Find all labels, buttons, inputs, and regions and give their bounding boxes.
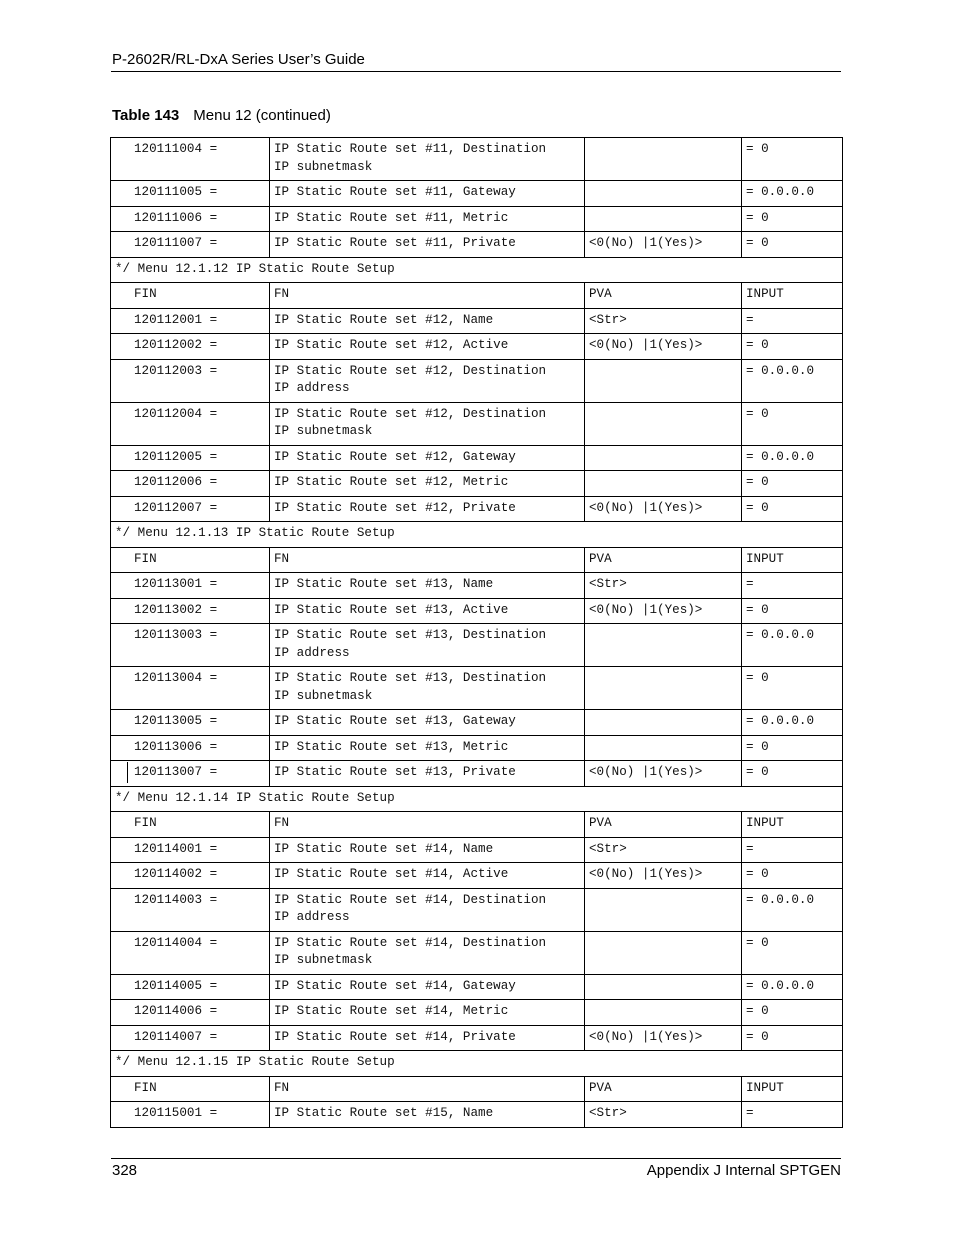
- cell-input: = 0: [742, 667, 843, 710]
- cell-fin: [111, 667, 270, 710]
- menu-table-body: [111, 138, 843, 1128]
- table-row: [111, 402, 843, 445]
- cell-input: = 0: [742, 931, 843, 974]
- cell-pva: <Str>: [585, 308, 742, 334]
- fn-line: IP Static Route set #11, Gateway: [274, 185, 516, 199]
- cell-input: = 0: [742, 761, 843, 787]
- cell-fin: [111, 710, 270, 736]
- cell-pva: [585, 138, 742, 181]
- cell-pva: [585, 206, 742, 232]
- table-row: [111, 206, 843, 232]
- cell-fn: [270, 334, 585, 360]
- cell-fn: [270, 181, 585, 207]
- cell-input: = 0: [742, 402, 843, 445]
- cell-input: = 0.0.0.0: [742, 624, 843, 667]
- header-rule: [111, 71, 841, 72]
- cell-fin: [111, 308, 270, 334]
- cell-fn: [270, 496, 585, 522]
- table-caption: [112, 107, 331, 124]
- section-title: */ Menu 12.1.14 IP Static Route Setup: [111, 786, 843, 812]
- fin-value: 120111007 =: [134, 236, 218, 250]
- header-input: INPUT: [742, 812, 843, 838]
- fn-line: IP Static Route set #13, Private: [274, 765, 516, 779]
- fn-line: IP subnetmask: [274, 953, 373, 967]
- cell-fn: [270, 931, 585, 974]
- fn-line: IP Static Route set #13, Name: [274, 577, 494, 591]
- header-pva: PVA: [585, 547, 742, 573]
- cell-input: =: [742, 837, 843, 863]
- cell-fn: [270, 761, 585, 787]
- fin-value: 120111006 =: [134, 210, 218, 225]
- cell-pva: [585, 1000, 742, 1026]
- cell-pva: [585, 624, 742, 667]
- fin-value: 120113006 =: [134, 739, 218, 754]
- header-fin: [111, 1076, 270, 1102]
- cell-pva: <0(No) |1(Yes)>: [585, 334, 742, 360]
- cell-fin: [111, 837, 270, 863]
- column-header-row: [111, 1076, 843, 1102]
- cell-fn: [270, 1000, 585, 1026]
- cell-pva: [585, 974, 742, 1000]
- cell-input: = 0.0.0.0: [742, 445, 843, 471]
- fn-line: FN: [274, 816, 290, 830]
- table-row: [111, 573, 843, 599]
- cell-fn: [270, 888, 585, 931]
- cell-fn: [270, 471, 585, 497]
- cell-fn: [270, 974, 585, 1000]
- cell-fin: [111, 1102, 270, 1128]
- fin-value: 120114006 =: [134, 1004, 218, 1018]
- cell-pva: [585, 471, 742, 497]
- cell-fin: [111, 471, 270, 497]
- header-fn: [270, 547, 585, 573]
- header-input: INPUT: [742, 547, 843, 573]
- fin-value: FIN: [134, 287, 157, 301]
- cell-input: = 0: [742, 206, 843, 232]
- cell-fn: [270, 710, 585, 736]
- header-input: INPUT: [742, 283, 843, 309]
- fn-line: IP Static Route set #14, Private: [274, 1029, 516, 1044]
- section-row: [111, 786, 843, 812]
- section-title: */ Menu 12.1.12 IP Static Route Setup: [111, 257, 843, 283]
- section-title: */ Menu 12.1.13 IP Static Route Setup: [111, 522, 843, 548]
- cell-input: = 0: [742, 496, 843, 522]
- fin-value: 120114001 =: [134, 841, 218, 856]
- table-row: [111, 308, 843, 334]
- cell-fin: [111, 888, 270, 931]
- fn-line: IP Static Route set #11, Metric: [274, 210, 509, 225]
- fn-line: FN: [274, 551, 290, 566]
- table-row: [111, 863, 843, 889]
- header-pva: PVA: [585, 812, 742, 838]
- cell-pva: [585, 402, 742, 445]
- fn-line: IP Static Route set #12, Name: [274, 312, 494, 327]
- cell-input: = 0: [742, 138, 843, 181]
- cell-pva: [585, 735, 742, 761]
- cell-fin: [111, 138, 270, 181]
- fn-line: IP Static Route set #12, Destination: [274, 363, 547, 378]
- table-row: [111, 598, 843, 624]
- table-row: [111, 761, 843, 787]
- cell-input: = 0.0.0.0: [742, 974, 843, 1000]
- running-header: P-2602R/RL-DxA Series User’s Guide: [112, 51, 365, 68]
- table-row: [111, 710, 843, 736]
- cell-input: = 0: [742, 232, 843, 258]
- cell-fin: [111, 232, 270, 258]
- header-pva: PVA: [585, 283, 742, 309]
- fn-line: IP address: [274, 645, 350, 660]
- fin-value: 120112006 =: [134, 475, 218, 489]
- table-row: [111, 837, 843, 863]
- fn-line: IP Static Route set #13, Metric: [274, 739, 509, 754]
- cell-fin: [111, 573, 270, 599]
- cell-input: = 0: [742, 1025, 843, 1051]
- table-row: [111, 624, 843, 667]
- fin-value: 120114005 =: [134, 978, 218, 993]
- cell-pva: <Str>: [585, 573, 742, 599]
- fn-line: IP subnetmask: [274, 688, 373, 703]
- table-row: [111, 181, 843, 207]
- table-row: [111, 1025, 843, 1051]
- cell-fn: [270, 359, 585, 402]
- cell-fn: [270, 667, 585, 710]
- fin-value: FIN: [134, 1080, 157, 1095]
- cell-fin: [111, 863, 270, 889]
- fn-line: IP Static Route set #14, Active: [274, 867, 509, 881]
- cell-pva: <Str>: [585, 1102, 742, 1128]
- cell-input: = 0: [742, 863, 843, 889]
- cell-fin: [111, 206, 270, 232]
- fin-value: 120112003 =: [134, 363, 218, 378]
- cell-pva: <0(No) |1(Yes)>: [585, 761, 742, 787]
- fn-line: IP Static Route set #14, Name: [274, 841, 494, 856]
- column-header-row: [111, 812, 843, 838]
- fn-line: IP subnetmask: [274, 159, 373, 174]
- cell-input: = 0: [742, 1000, 843, 1026]
- table-row: [111, 1000, 843, 1026]
- fn-line: IP Static Route set #14, Gateway: [274, 978, 516, 993]
- header-fn: [270, 283, 585, 309]
- section-row: [111, 1051, 843, 1077]
- cell-input: = 0: [742, 334, 843, 360]
- header-fn: [270, 812, 585, 838]
- fin-value: 120112004 =: [134, 406, 218, 421]
- fn-line: FN: [274, 287, 290, 301]
- fin-value: 120113001 =: [134, 577, 218, 591]
- header-fin: [111, 812, 270, 838]
- cell-fin: [111, 598, 270, 624]
- header-input: INPUT: [742, 1076, 843, 1102]
- fn-line: IP Static Route set #11, Private: [274, 236, 516, 250]
- table-row: [111, 888, 843, 931]
- cell-fin: [111, 1000, 270, 1026]
- fin-value: 120112002 =: [134, 338, 218, 352]
- fn-line: IP Static Route set #13, Destination: [274, 671, 547, 685]
- fn-line: IP Static Route set #14, Destination: [274, 935, 547, 950]
- cell-fn: [270, 138, 585, 181]
- section-row: [111, 522, 843, 548]
- cell-input: =: [742, 573, 843, 599]
- cell-fin: [111, 624, 270, 667]
- page-number: 328: [112, 1162, 138, 1179]
- header-fin: [111, 547, 270, 573]
- cell-pva: <0(No) |1(Yes)>: [585, 232, 742, 258]
- cell-pva: <0(No) |1(Yes)>: [585, 1025, 742, 1051]
- table-row: [111, 445, 843, 471]
- fin-value: 120114004 =: [134, 935, 218, 950]
- fn-line: IP Static Route set #14, Metric: [274, 1004, 509, 1018]
- cell-input: = 0: [742, 471, 843, 497]
- cell-fn: [270, 573, 585, 599]
- table-row: [111, 667, 843, 710]
- fin-value: 120111004 =: [134, 142, 218, 156]
- table-row: [111, 359, 843, 402]
- fn-line: IP Static Route set #13, Active: [274, 602, 509, 617]
- cell-pva: <0(No) |1(Yes)>: [585, 496, 742, 522]
- cell-pva: [585, 181, 742, 207]
- cell-fn: [270, 1102, 585, 1128]
- cell-pva: [585, 931, 742, 974]
- cell-pva: [585, 888, 742, 931]
- table-row: [111, 334, 843, 360]
- table-row: [111, 138, 843, 181]
- table-row: [111, 931, 843, 974]
- cell-fn: [270, 598, 585, 624]
- cell-fin: [111, 974, 270, 1000]
- cell-input: = 0.0.0.0: [742, 888, 843, 931]
- fin-value: FIN: [134, 816, 157, 830]
- cell-fn: [270, 837, 585, 863]
- cell-pva: [585, 667, 742, 710]
- cell-fin: [111, 1025, 270, 1051]
- fin-value: 120111005 =: [134, 185, 218, 199]
- header-pva: PVA: [585, 1076, 742, 1102]
- cell-input: = 0.0.0.0: [742, 710, 843, 736]
- cell-pva: <0(No) |1(Yes)>: [585, 598, 742, 624]
- fin-value: 120114002 =: [134, 867, 218, 881]
- fin-value: 120113003 =: [134, 628, 218, 642]
- cell-fn: [270, 402, 585, 445]
- fin-value: 120112001 =: [134, 312, 218, 327]
- fn-line: IP Static Route set #12, Destination: [274, 406, 547, 421]
- fn-line: FN: [274, 1080, 290, 1095]
- cell-fn: [270, 735, 585, 761]
- fn-line: IP Static Route set #12, Gateway: [274, 449, 516, 464]
- cell-fn: [270, 232, 585, 258]
- fn-line: IP Static Route set #11, Destination: [274, 142, 547, 156]
- cell-fin: [111, 445, 270, 471]
- fn-line: IP Static Route set #12, Private: [274, 500, 516, 515]
- table-row: [111, 974, 843, 1000]
- menu-table: [110, 137, 843, 1128]
- fn-line: IP subnetmask: [274, 424, 373, 438]
- column-header-row: [111, 283, 843, 309]
- fn-line: IP Static Route set #14, Destination: [274, 892, 547, 907]
- section-row: [111, 257, 843, 283]
- fin-value: 120115001 =: [134, 1106, 218, 1120]
- cell-fin: [111, 402, 270, 445]
- cell-fin: [111, 359, 270, 402]
- cell-fn: [270, 206, 585, 232]
- fn-line: IP Static Route set #12, Active: [274, 338, 509, 352]
- fn-line: IP Static Route set #12, Metric: [274, 475, 509, 489]
- fn-line: IP address: [274, 910, 350, 924]
- fn-line: IP Static Route set #15, Name: [274, 1106, 494, 1120]
- table-row: [111, 232, 843, 258]
- fin-value: 120114007 =: [134, 1029, 218, 1044]
- fin-value: 120112005 =: [134, 449, 218, 464]
- fin-value: 120112007 =: [134, 500, 218, 515]
- cell-fn: [270, 445, 585, 471]
- table-caption-label: Table 143: [112, 107, 180, 124]
- table-caption-text: Menu 12 (continued): [193, 107, 331, 124]
- cell-fn: [270, 863, 585, 889]
- section-title: */ Menu 12.1.15 IP Static Route Setup: [111, 1051, 843, 1077]
- cell-fin: [111, 735, 270, 761]
- fn-line: IP Static Route set #13, Destination: [274, 628, 547, 642]
- fin-value: 120113007 =: [134, 765, 218, 779]
- table-row: [111, 1102, 843, 1128]
- fin-value: 120113004 =: [134, 671, 218, 685]
- cell-fn: [270, 1025, 585, 1051]
- header-fin: [111, 283, 270, 309]
- cell-fn: [270, 624, 585, 667]
- fin-value: 120114003 =: [134, 892, 218, 907]
- cell-input: = 0.0.0.0: [742, 359, 843, 402]
- cell-fin: [111, 931, 270, 974]
- cell-pva: <Str>: [585, 837, 742, 863]
- footer-rule: [111, 1158, 841, 1159]
- column-header-row: [111, 547, 843, 573]
- cell-pva: [585, 710, 742, 736]
- cell-input: =: [742, 308, 843, 334]
- table-row: [111, 735, 843, 761]
- cell-fin: [111, 496, 270, 522]
- fn-line: IP address: [274, 381, 350, 395]
- cell-pva: [585, 445, 742, 471]
- cell-fin: [111, 761, 270, 787]
- cell-input: = 0.0.0.0: [742, 181, 843, 207]
- cell-fin: [111, 181, 270, 207]
- header-fn: [270, 1076, 585, 1102]
- cell-input: = 0: [742, 735, 843, 761]
- fn-line: IP Static Route set #13, Gateway: [274, 714, 516, 728]
- fin-value: 120113002 =: [134, 602, 218, 617]
- cell-input: =: [742, 1102, 843, 1128]
- footer-section-title: Appendix J Internal SPTGEN: [646, 1162, 841, 1179]
- cell-input: = 0: [742, 598, 843, 624]
- cell-pva: <0(No) |1(Yes)>: [585, 863, 742, 889]
- cell-fn: [270, 308, 585, 334]
- fin-value: FIN: [134, 551, 157, 566]
- cell-pva: [585, 359, 742, 402]
- fin-value: 120113005 =: [134, 714, 218, 728]
- cell-fin: [111, 334, 270, 360]
- table-row: [111, 496, 843, 522]
- table-row: [111, 471, 843, 497]
